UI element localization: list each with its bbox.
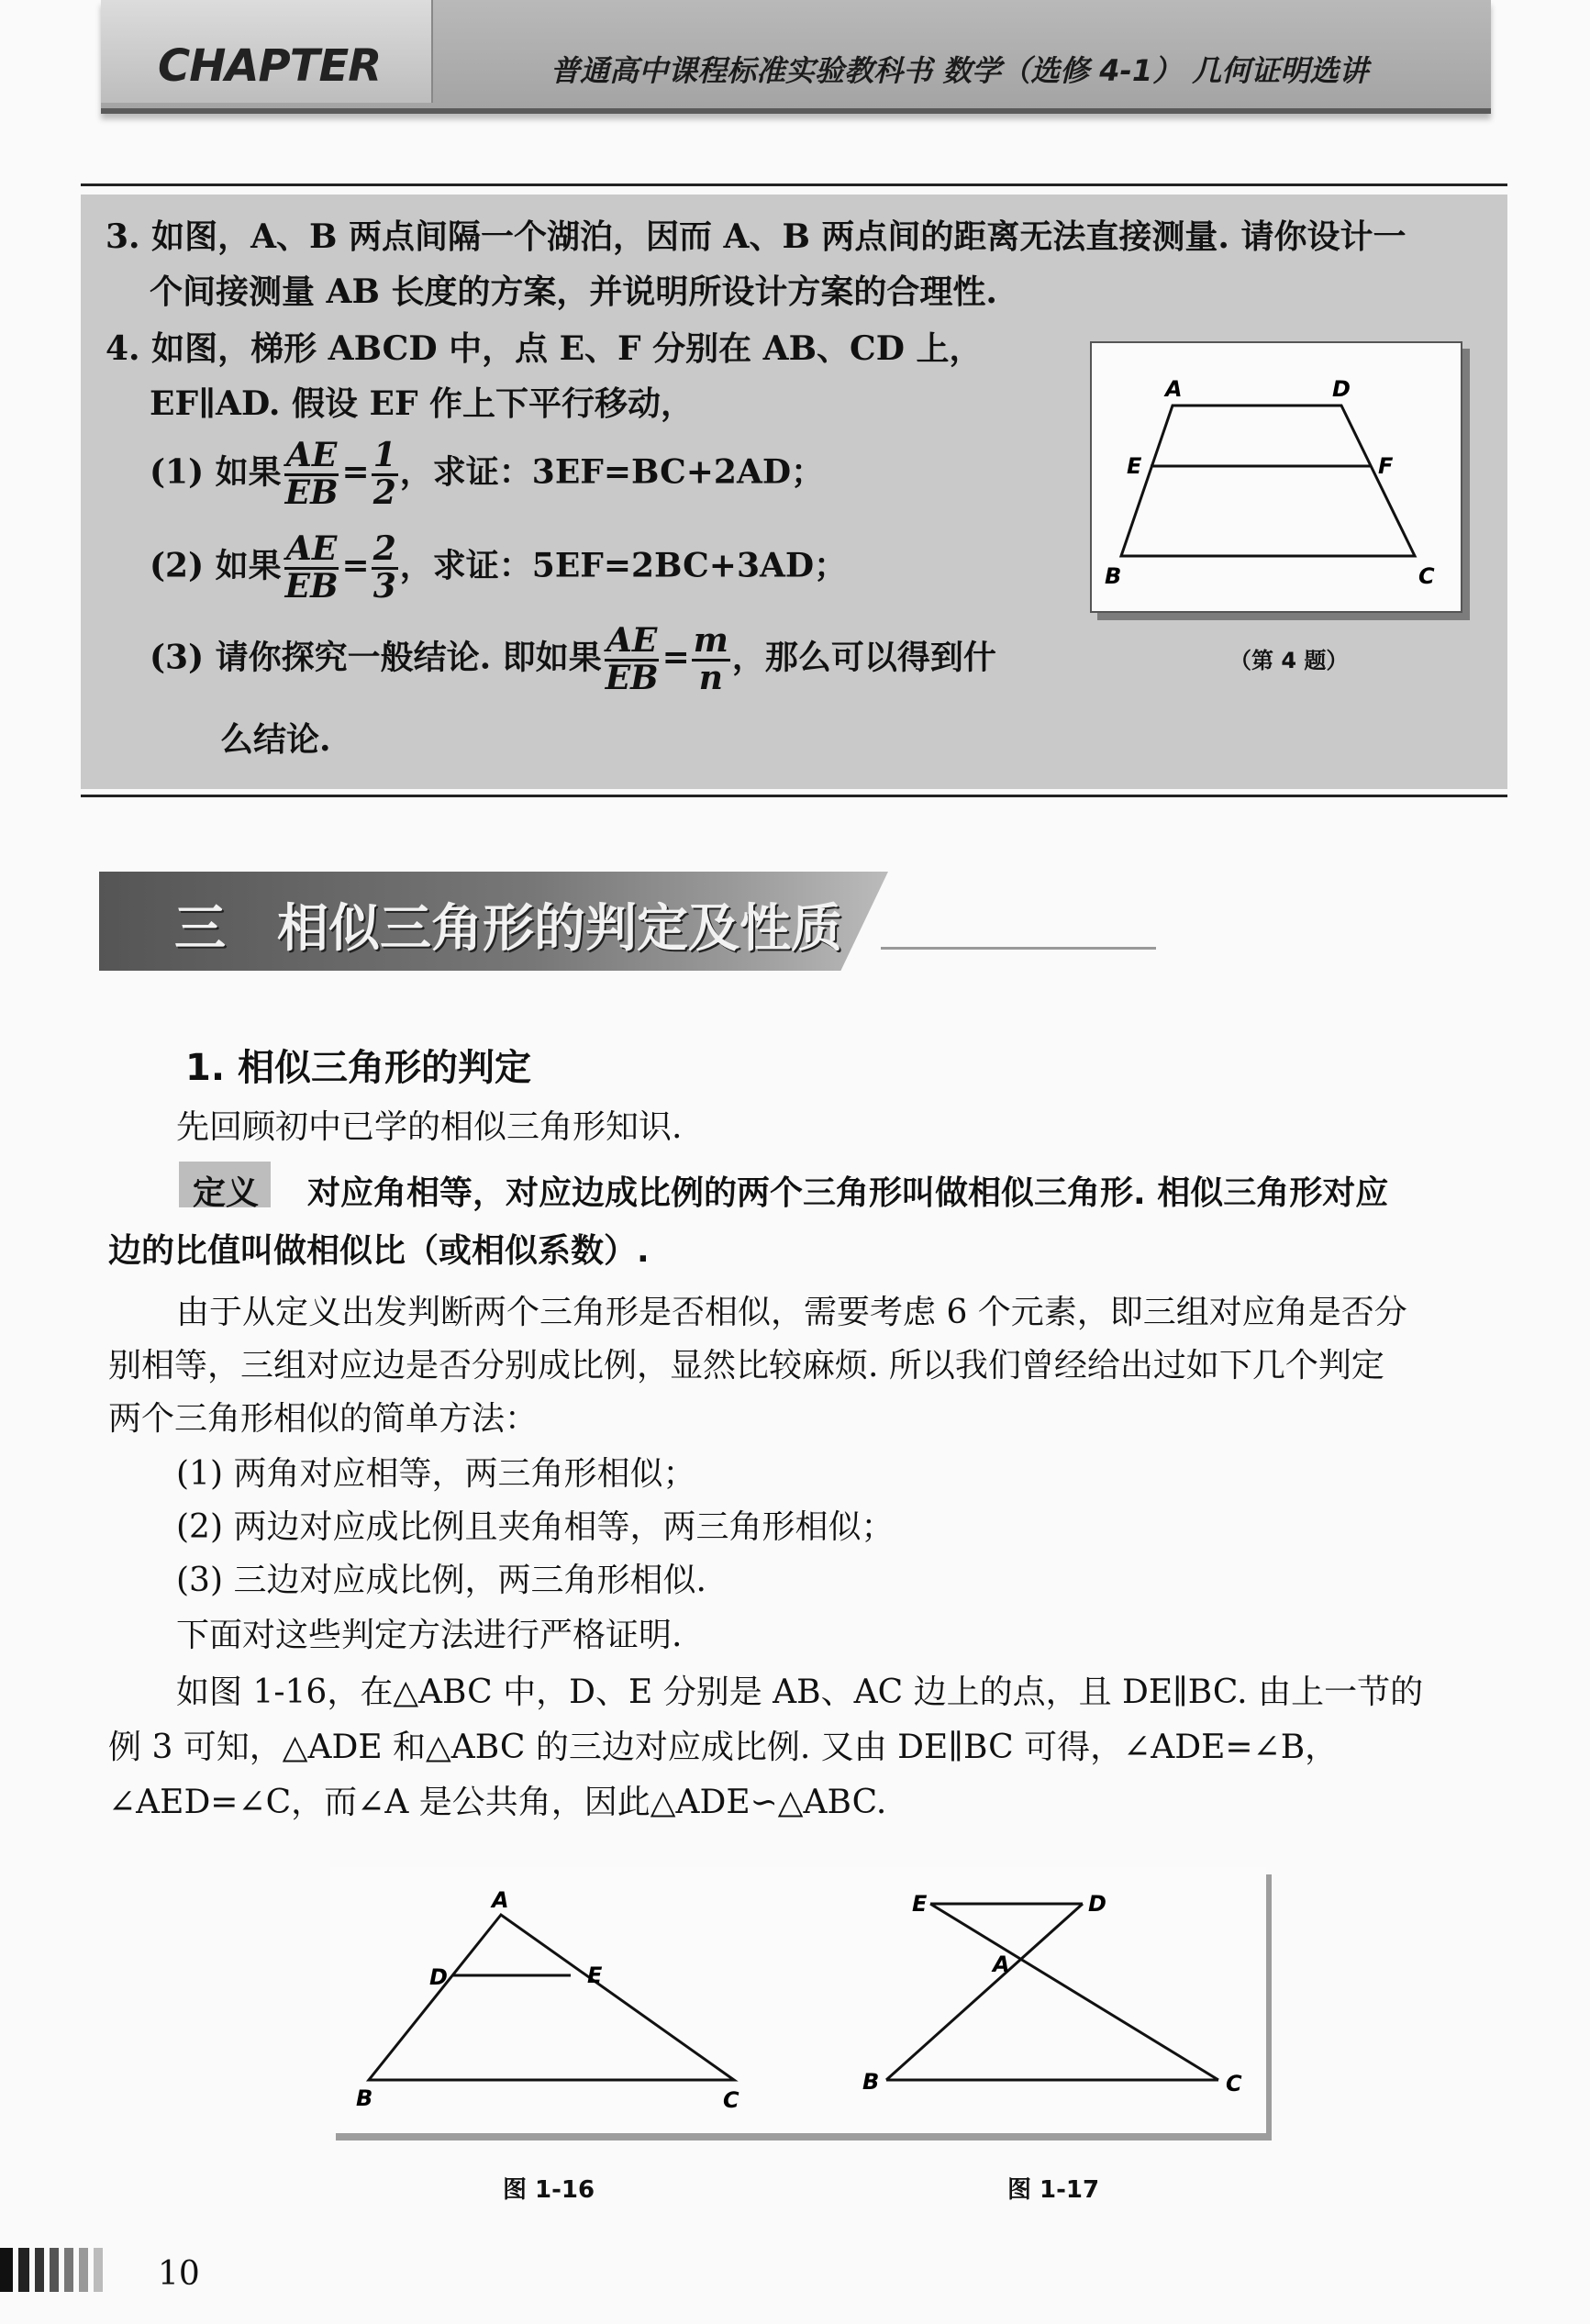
footer-bars-decoration xyxy=(0,2248,138,2292)
criterion-1: (1) 两角对应相等，两三角形相似； xyxy=(176,1455,696,1493)
fig17-label-a: A xyxy=(993,1951,1010,1977)
label-b: B xyxy=(1105,563,1122,589)
fig17-label-b: B xyxy=(862,2069,880,2095)
exercise-rule-top xyxy=(81,183,1507,186)
trapezoid-diagram xyxy=(1092,343,1461,611)
page-number: 10 xyxy=(158,2255,200,2293)
exercise-4-part3-line2: 么结论. xyxy=(220,720,331,759)
paragraph3-line3: ∠AED=∠C，而∠A 是公共角，因此△ADE∽△ABC. xyxy=(108,1784,887,1821)
definition-line2: 边的比值叫做相似比（或相似系数）. xyxy=(108,1232,650,1270)
definition-line1: 对应角相等，对应边成比例的两个三角形叫做相似三角形. 相似三角形对应 xyxy=(307,1174,1389,1212)
label-a: A xyxy=(1165,376,1183,402)
paragraph3-line1: 如图 1-16，在△ABC 中，D、E 分别是 AB、AC 边上的点，且 DE∥BC. 由上一节的 xyxy=(176,1674,1424,1711)
exercise-4-part2: (2) 如果 $\frac{AE}{EB}$ = $\frac{2}{3}$ ，求证：5EF=2BC+3AD； xyxy=(150,529,848,606)
fig16-label-d: D xyxy=(429,1964,448,1990)
paragraph3-line2: 例 3 可知，△ADE 和△ABC 的三边对应成比例. 又由 DE∥BC 可得，∠ADE=∠B， xyxy=(108,1729,1339,1766)
paragraph2: 下面对这些判定方法进行严格证明. xyxy=(176,1617,683,1654)
label-d: D xyxy=(1332,376,1351,402)
label-f: F xyxy=(1378,453,1394,479)
exercise-4-part3: (3) 请你探究一般结论. 即如果 $\frac{AE}{EB}$ = $\frac{m}{n}$ ，那么可以得到什 xyxy=(150,621,996,697)
figure-1-16-and-1-17 xyxy=(330,1867,1266,2133)
paragraph1-line2: 别相等，三组对应边是否分别成比例，显然比较麻烦. 所以我们曾经给出过如下几个判定 xyxy=(108,1347,1384,1384)
fraction-ae-eb: $\frac{AE}{EB}$ xyxy=(605,621,659,697)
label-e: E xyxy=(1127,453,1142,479)
exercise-4-line2: EF∥AD. 假设 EF 作上下平行移动， xyxy=(150,384,695,423)
banner-tail-line xyxy=(881,947,1156,950)
paragraph1-line1: 由于从定义出发判断两个三角形是否相似，需要考虑 6 个元素，即三组对应角是否分 xyxy=(176,1294,1407,1331)
fraction-ae-eb: $\frac{AE}{EB}$ xyxy=(284,529,339,606)
fraction-value: $\frac{m}{n}$ xyxy=(693,621,728,697)
fraction-ae-eb: $\frac{AE}{EB}$ xyxy=(284,436,339,512)
figure-1-17-caption: 图 1-17 xyxy=(1007,2176,1100,2204)
figure-1-16-caption: 图 1-16 xyxy=(503,2176,595,2204)
chapter-word: CHAPTER xyxy=(158,40,382,92)
part1-prefix: (1) 如果 xyxy=(150,452,282,492)
segment-db xyxy=(886,1904,1083,2080)
definition-tag: 定义 xyxy=(193,1174,260,1212)
fig17-label-d: D xyxy=(1088,1891,1106,1917)
exercise-rule-bottom xyxy=(81,795,1507,797)
figures-panel xyxy=(330,1867,1266,2133)
triangle-abc xyxy=(369,1915,734,2080)
fraction-value: $\frac{1}{2}$ xyxy=(372,436,396,512)
trapezoid-figure xyxy=(1090,341,1462,613)
exercise-3-line1: 3. 如图，A、B 两点间隔一个湖泊，因而 A、B 两点间的距离无法直接测量. 请你设计一 xyxy=(106,217,1407,256)
intro-text: 先回顾初中已学的相似三角形知识. xyxy=(176,1108,683,1146)
fig16-label-c: C xyxy=(723,2087,739,2113)
fig16-label-a: A xyxy=(492,1887,509,1913)
fig17-label-e: E xyxy=(912,1891,928,1917)
label-c: C xyxy=(1418,563,1435,589)
book-title: 普通高中课程标准实验教科书 数学（选修 4-1） 几何证明选讲 xyxy=(550,53,1369,88)
fig16-label-e: E xyxy=(587,1963,603,1988)
figure-4-caption: （第 4 题） xyxy=(1229,648,1349,673)
fig17-label-c: C xyxy=(1226,2071,1242,2096)
exercise-3-line2: 个间接测量 AB 长度的方案，并说明所设计方案的合理性. xyxy=(150,272,997,311)
exercise-4-line1: 4. 如图，梯形 ABCD 中，点 E、F 分别在 AB、CD 上， xyxy=(106,329,983,368)
fraction-value: $\frac{2}{3}$ xyxy=(372,529,396,606)
trapezoid-abcd xyxy=(1121,406,1415,556)
criterion-2: (2) 两边对应成比例且夹角相等，两三角形相似； xyxy=(176,1508,895,1546)
section-title: 三 相似三角形的判定及性质 xyxy=(174,899,842,959)
subheading: 1. 相似三角形的判定 xyxy=(185,1047,531,1089)
paragraph1-line3: 两个三角形相似的简单方法： xyxy=(108,1400,539,1438)
segment-ec xyxy=(930,1904,1218,2080)
criterion-3: (3) 三边对应成比例，两三角形相似. xyxy=(176,1562,706,1599)
fig16-label-b: B xyxy=(356,2085,373,2111)
exercise-4-part1: (1) 如果 $\frac{AE}{EB}$ = $\frac{1}{2}$ ，求证：3EF=BC+2AD； xyxy=(150,436,825,512)
